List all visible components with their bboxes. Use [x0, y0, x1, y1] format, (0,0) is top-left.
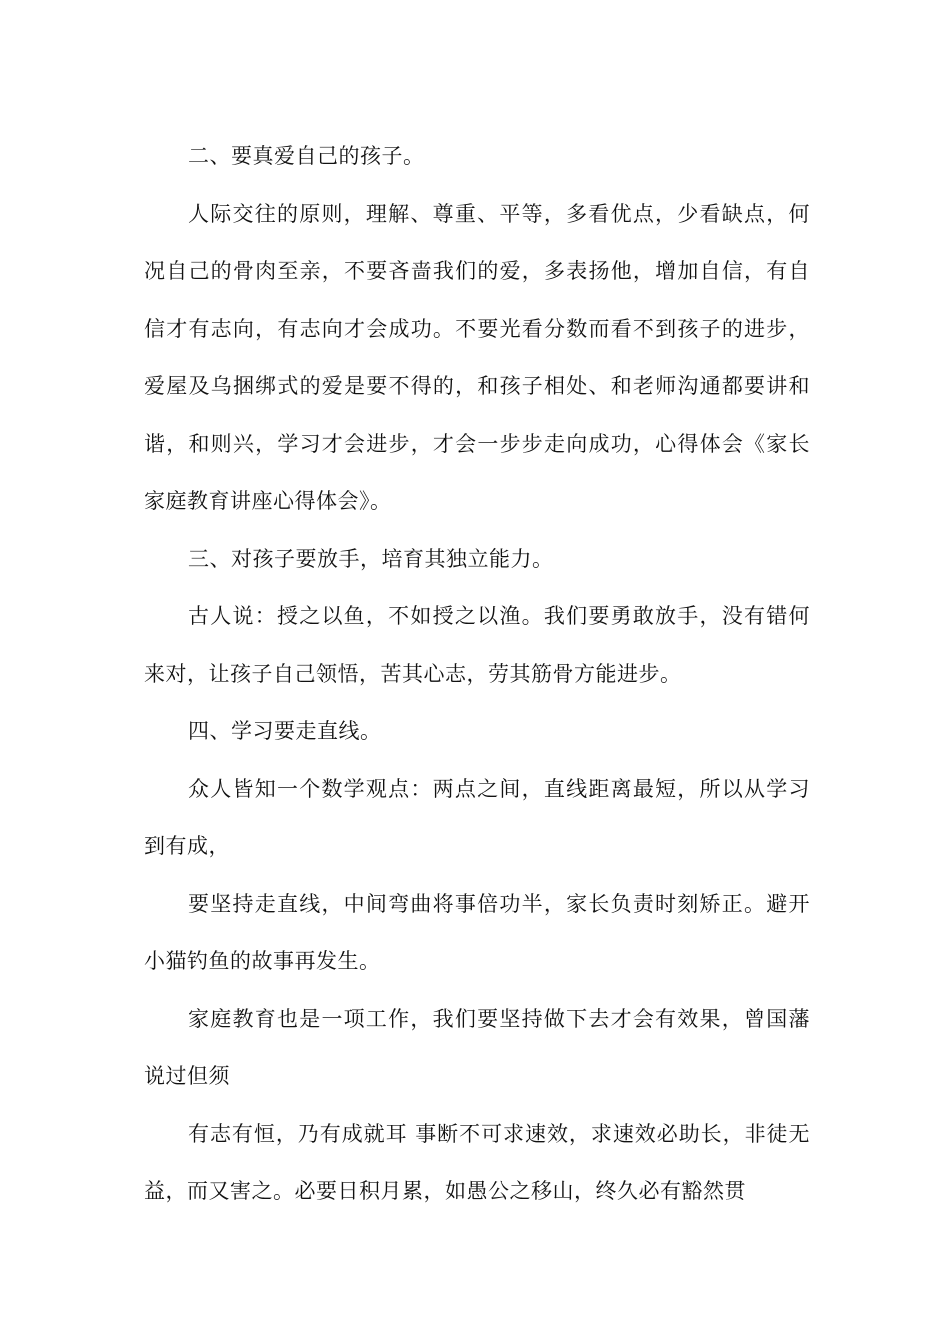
paragraph-straight-line: 要坚持走直线，中间弯曲将事倍功半，家长负责时刻矫正。避开小猫钓鱼的故事再发生。 — [144, 891, 810, 973]
paragraph-family-education: 家庭教育也是一项工作，我们要坚持做下去才会有效果，曾国藩说过但须 — [144, 1006, 810, 1088]
paragraph-perseverance: 有志有恒，乃有成就耳 事断不可求速效，求速效必助长，非徒无益，而又害之。必要日积月累，如愚公之移山，终久必有豁然贯 — [144, 1121, 810, 1203]
document-body — [144, 128, 810, 1221]
paragraph-math-view: 众人皆知一个数学观点：两点之间，直线距离最短，所以从学习到有成， — [144, 776, 810, 858]
paragraph-independence: 古人说：授之以鱼，不如授之以渔。我们要勇敢放手，没有错何来对，让孩子自己领悟，苦其心志，劳其筋骨方能进步。 — [144, 604, 810, 686]
section-heading-2: 二、要真爱自己的孩子。 — [188, 144, 425, 168]
section-heading-3: 三、对孩子要放手，培育其独立能力。 — [188, 546, 554, 571]
paragraph-love-children: 人际交往的原则，理解、尊重、平等，多看优点，少看缺点，何况自己的骨肉至亲，不要吝啬我们的爱，多表扬他，增加自信，有自信才有志向，有志向才会成功。不要光看分数而看不到孩子的进步，爱屋及乌捆绑式的爱是要不得的，和孩子相处、和老师沟通都要讲和谐，和则兴，学习才会进步，才会一步步走向成功，心得体会《家长家庭教育讲座心得体会》。 — [144, 201, 810, 513]
section-heading-4: 四、学习要走直线。 — [188, 719, 382, 743]
